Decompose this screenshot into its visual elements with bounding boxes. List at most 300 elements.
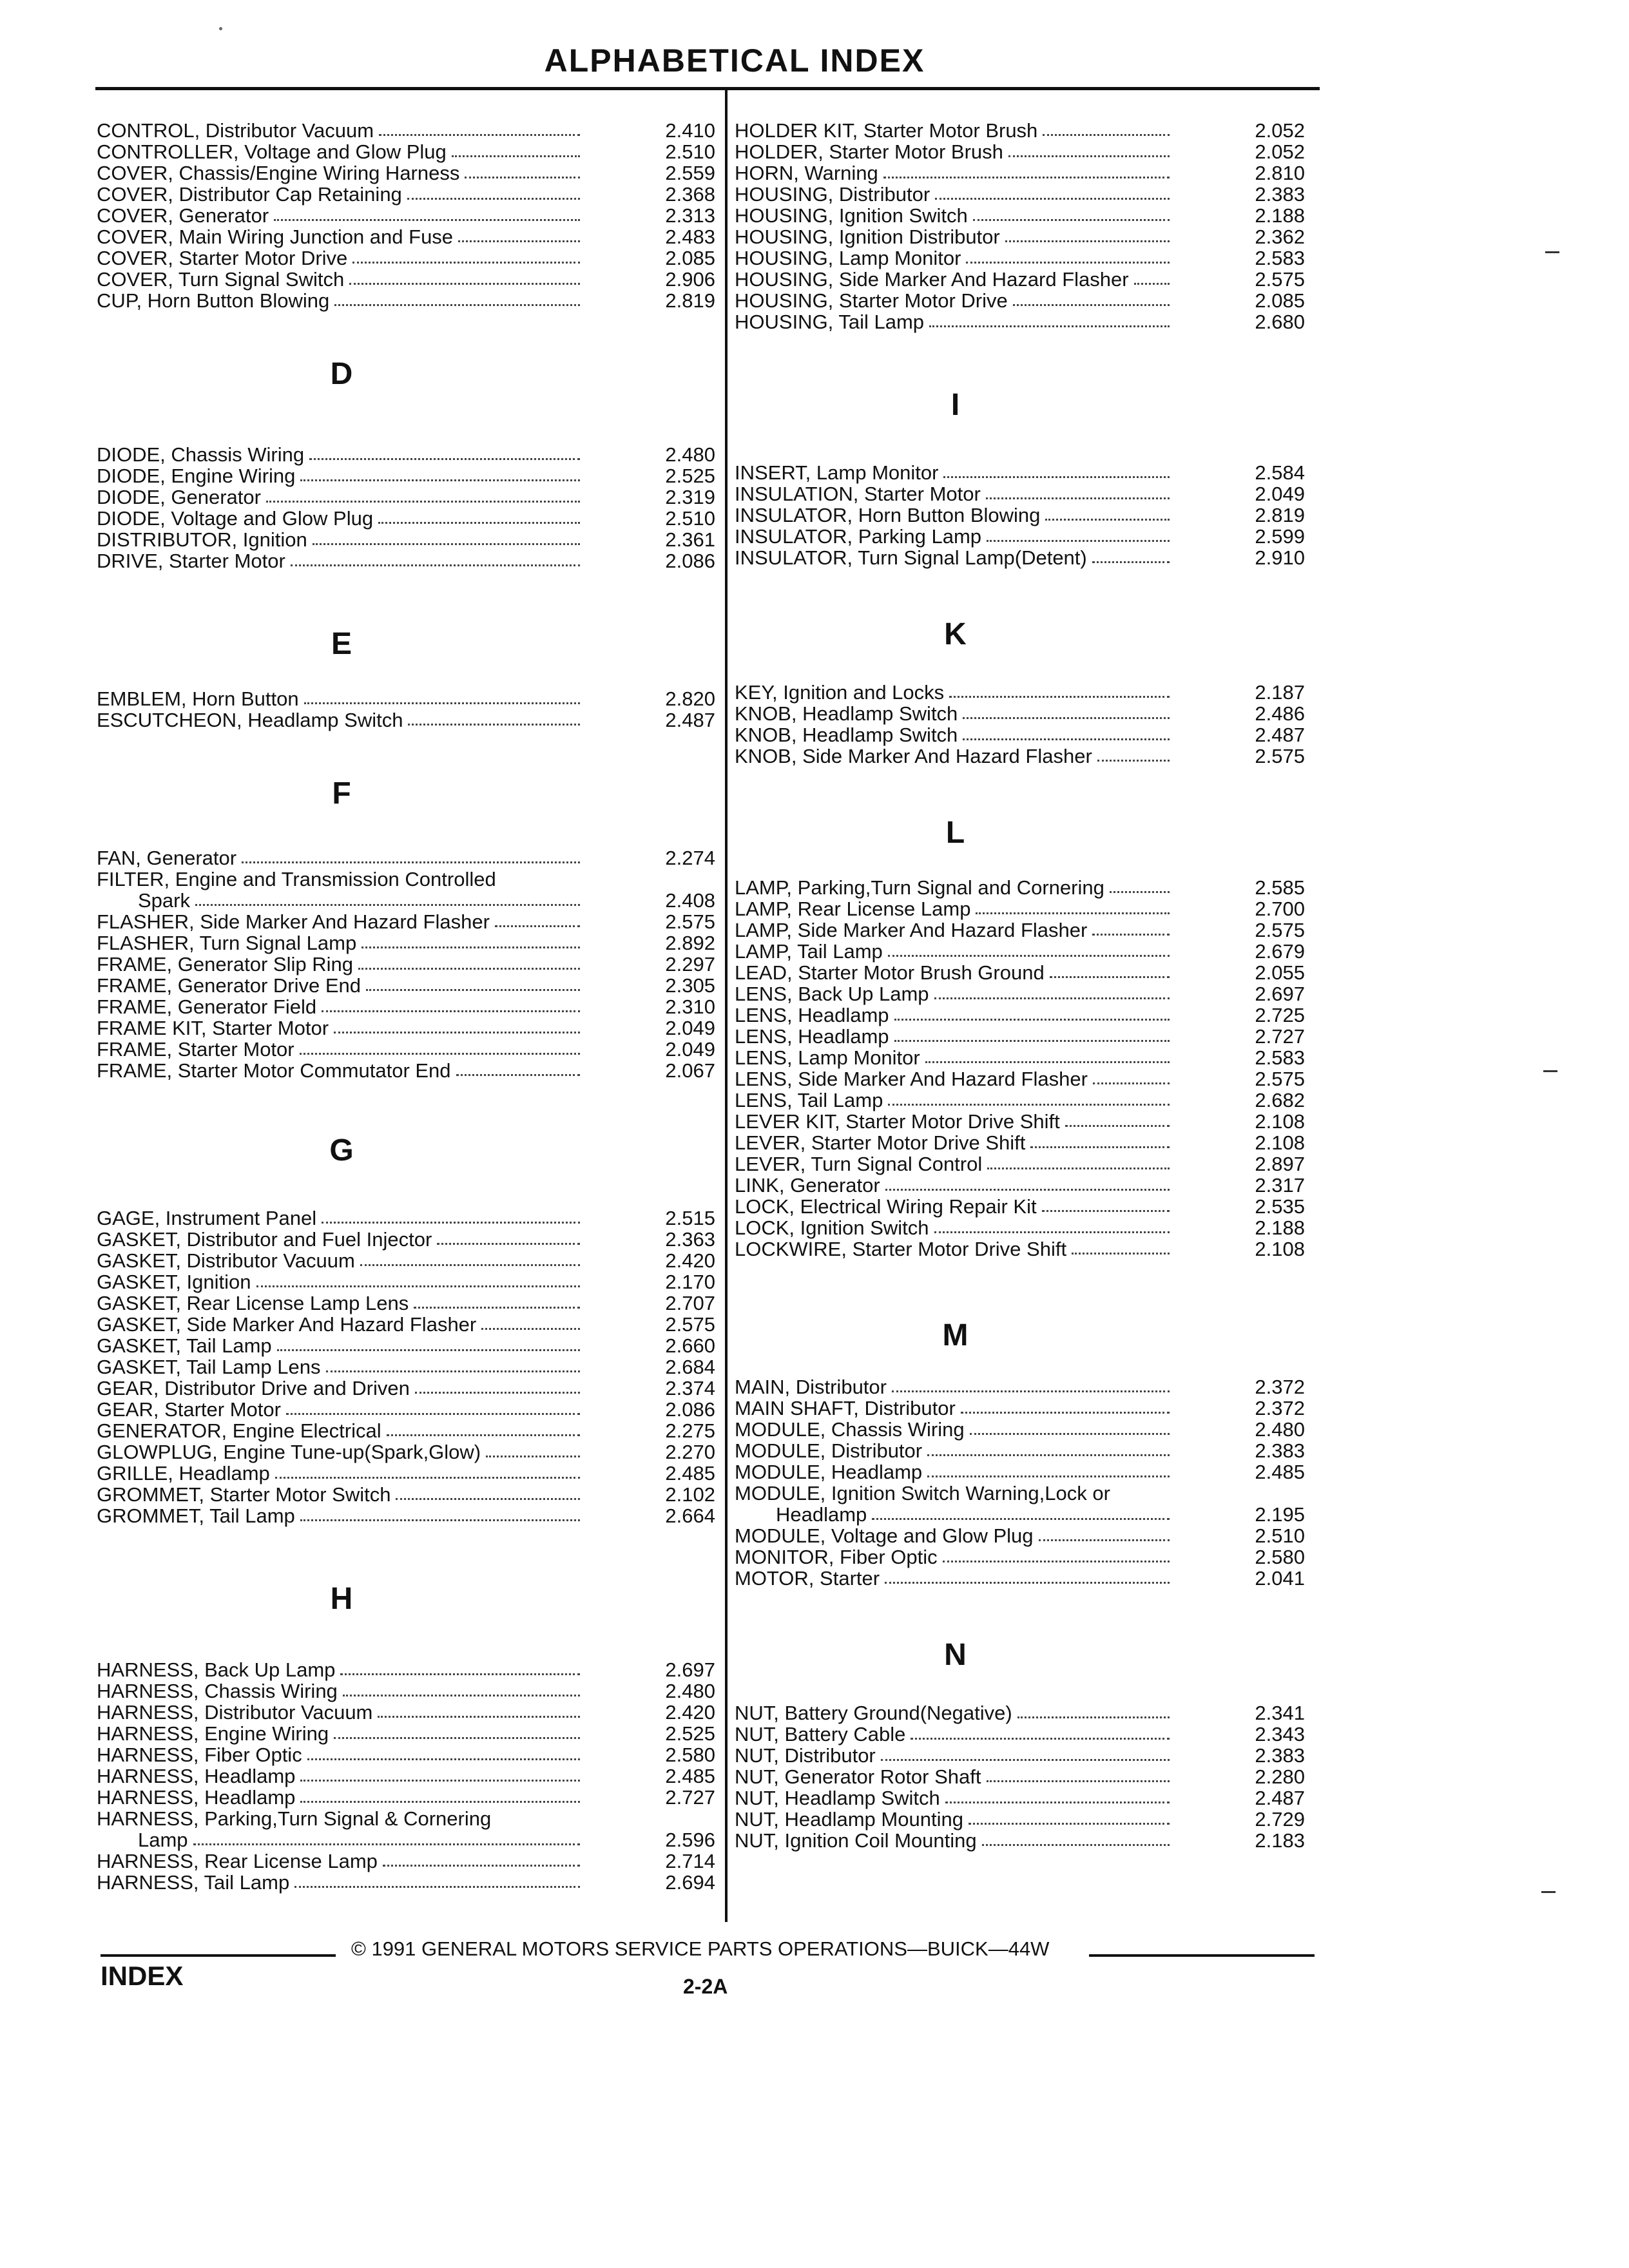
index-entry-name: COVER, Chassis/Engine Wiring Harness bbox=[97, 162, 460, 184]
index-entry-page: 2.575 bbox=[665, 1313, 715, 1336]
dot-leader bbox=[437, 1243, 580, 1245]
dot-leader bbox=[986, 497, 1170, 499]
index-entry-page: 2.362 bbox=[1255, 226, 1305, 248]
index-entry-name: LAMP, Parking,Turn Signal and Cornering bbox=[735, 876, 1104, 899]
index-entry-page: 2.049 bbox=[665, 1017, 715, 1039]
index-entry bbox=[97, 120, 715, 141]
index-entry-name: DIODE, Generator bbox=[97, 486, 261, 508]
footer-rule-right bbox=[1089, 1954, 1315, 1957]
dot-leader bbox=[1110, 891, 1170, 893]
index-entry-name: MODULE, Ignition Switch Warning,Lock or bbox=[735, 1482, 1110, 1504]
dot-leader bbox=[976, 912, 1170, 914]
index-entry-name: LAMP, Rear License Lamp bbox=[735, 898, 971, 920]
index-entry bbox=[735, 962, 1305, 983]
index-entry-page: 2.086 bbox=[665, 1398, 715, 1421]
dot-leader bbox=[885, 1582, 1170, 1584]
index-entry-name: HARNESS, Parking,Turn Signal & Cornering bbox=[97, 1807, 492, 1830]
index-entry-page: 2.575 bbox=[1255, 1068, 1305, 1090]
index-entry-page: 2.055 bbox=[1255, 961, 1305, 984]
dot-leader bbox=[275, 1477, 580, 1479]
index-entry-name: LAMP, Side Marker And Hazard Flasher bbox=[735, 919, 1088, 941]
index-entry bbox=[97, 1829, 715, 1850]
index-section bbox=[735, 1637, 1305, 1851]
index-entry-name: DIODE, Engine Wiring bbox=[97, 465, 296, 487]
index-entry-name: MONITOR, Fiber Optic bbox=[735, 1546, 938, 1568]
index-entry-page: 2.374 bbox=[665, 1377, 715, 1399]
index-entry-page: 2.086 bbox=[665, 550, 715, 572]
dot-leader bbox=[1005, 240, 1170, 242]
index-entry-name: FRAME KIT, Starter Motor bbox=[97, 1017, 329, 1039]
index-entry-name: HOUSING, Ignition Distributor bbox=[735, 226, 1000, 248]
index-entry-page: 2.727 bbox=[1255, 1025, 1305, 1048]
index-entry-page: 2.108 bbox=[1255, 1131, 1305, 1154]
dot-leader bbox=[408, 724, 580, 726]
index-entry-page: 2.583 bbox=[1255, 1046, 1305, 1069]
dot-leader bbox=[300, 1053, 580, 1055]
dot-leader bbox=[969, 1823, 1170, 1825]
section-letter-heading: L bbox=[945, 816, 965, 850]
index-entry bbox=[735, 1546, 1305, 1568]
index-entry-page: 2.535 bbox=[1255, 1195, 1305, 1218]
index-entry bbox=[97, 1420, 715, 1441]
index-entry-name: KNOB, Side Marker And Hazard Flasher bbox=[735, 745, 1092, 767]
index-entry bbox=[97, 1441, 715, 1463]
index-entry-page: 2.383 bbox=[1255, 183, 1305, 206]
right-index-column bbox=[735, 120, 1305, 1851]
index-entry-page: 2.580 bbox=[665, 1744, 715, 1766]
index-entry-name: HARNESS, Tail Lamp bbox=[97, 1871, 290, 1894]
index-entry bbox=[97, 1680, 715, 1702]
index-entry bbox=[97, 1293, 715, 1314]
index-entry-name: DIODE, Chassis Wiring bbox=[97, 443, 305, 466]
index-entry bbox=[97, 1702, 715, 1723]
dot-leader bbox=[195, 904, 580, 906]
index-entry bbox=[97, 184, 715, 205]
dot-leader bbox=[414, 1307, 580, 1309]
index-entry bbox=[97, 1356, 715, 1378]
index-entry-page: 2.372 bbox=[1255, 1397, 1305, 1419]
index-entry bbox=[97, 1399, 715, 1420]
index-entry-name: INSULATOR, Parking Lamp bbox=[735, 525, 982, 548]
dot-leader bbox=[300, 479, 580, 481]
index-entry bbox=[735, 682, 1305, 703]
footer-page-number: 2-2A bbox=[683, 1975, 728, 1998]
index-entry bbox=[735, 724, 1305, 745]
dot-leader bbox=[1092, 934, 1170, 936]
index-entry-page: 2.363 bbox=[665, 1228, 715, 1251]
index-entry-name: NUT, Battery Ground(Negative) bbox=[735, 1702, 1012, 1724]
dot-leader bbox=[892, 1390, 1170, 1392]
index-entry-page: 2.170 bbox=[665, 1271, 715, 1293]
index-entry bbox=[97, 1060, 715, 1081]
dot-leader bbox=[334, 304, 580, 306]
speck-mark bbox=[219, 27, 222, 30]
dot-leader bbox=[927, 1475, 1170, 1477]
page-title: ALPHABETICAL INDEX bbox=[544, 43, 925, 79]
index-entry bbox=[735, 1026, 1305, 1047]
index-entry bbox=[735, 898, 1305, 919]
index-entry-page: 2.361 bbox=[665, 528, 715, 551]
index-entry-page: 2.310 bbox=[665, 995, 715, 1018]
dot-leader bbox=[300, 1801, 580, 1803]
index-entry-page: 2.187 bbox=[1255, 681, 1305, 704]
index-entry-page: 2.085 bbox=[665, 247, 715, 269]
index-entry-page: 2.483 bbox=[665, 226, 715, 248]
dot-leader bbox=[987, 1780, 1170, 1782]
index-entry-page: 2.305 bbox=[665, 974, 715, 997]
index-entry-name: FILTER, Engine and Transmission Controlled bbox=[97, 868, 496, 890]
dot-leader bbox=[973, 219, 1170, 221]
dot-leader bbox=[378, 522, 580, 524]
index-entry-page: 2.707 bbox=[665, 1292, 715, 1314]
index-entry bbox=[97, 141, 715, 162]
index-entry bbox=[735, 1419, 1305, 1440]
index-entry-page: 2.819 bbox=[665, 289, 715, 312]
dot-leader bbox=[1039, 1539, 1170, 1541]
index-entry bbox=[97, 1787, 715, 1808]
dot-leader bbox=[894, 1040, 1170, 1042]
left-index-column bbox=[97, 120, 715, 1893]
index-entry bbox=[97, 1463, 715, 1484]
index-entry bbox=[97, 226, 715, 247]
dot-leader bbox=[256, 1285, 580, 1287]
dot-leader bbox=[1042, 1210, 1170, 1212]
index-entry-name: GEAR, Starter Motor bbox=[97, 1398, 281, 1421]
index-entry-name: HOUSING, Distributor bbox=[735, 183, 930, 206]
dot-leader bbox=[1072, 1253, 1170, 1254]
index-entry-name: LEAD, Starter Motor Brush Ground bbox=[735, 961, 1045, 984]
index-entry bbox=[735, 226, 1305, 247]
index-entry-page: 2.408 bbox=[665, 889, 715, 912]
dot-leader bbox=[885, 1189, 1170, 1191]
dot-leader bbox=[378, 1716, 580, 1718]
index-entry-page: 2.108 bbox=[1255, 1110, 1305, 1133]
index-entry-page: 2.684 bbox=[665, 1356, 715, 1378]
index-entry bbox=[735, 1398, 1305, 1419]
index-entry-page: 2.575 bbox=[1255, 268, 1305, 291]
index-entry-name: LOCK, Ignition Switch bbox=[735, 1216, 929, 1239]
index-entry-name: GAGE, Instrument Panel bbox=[97, 1207, 317, 1229]
index-entry-continuation: Headlamp bbox=[776, 1503, 867, 1526]
index-section bbox=[97, 776, 715, 1081]
index-section bbox=[735, 387, 1305, 568]
dot-leader bbox=[888, 1104, 1170, 1106]
index-section bbox=[97, 1133, 715, 1526]
index-entry-name: HOUSING, Lamp Monitor bbox=[735, 247, 961, 269]
dot-leader bbox=[266, 501, 580, 503]
index-entry-name: LAMP, Tail Lamp bbox=[735, 940, 883, 963]
index-entry-name: MOTOR, Starter bbox=[735, 1567, 880, 1590]
index-entry-name: HOUSING, Tail Lamp bbox=[735, 311, 925, 333]
index-entry-name: HOLDER KIT, Starter Motor Brush bbox=[735, 119, 1038, 142]
index-entry bbox=[735, 311, 1305, 332]
index-entry bbox=[735, 1809, 1305, 1830]
dot-leader bbox=[326, 1370, 581, 1372]
index-entry-name: GASKET, Distributor and Fuel Injector bbox=[97, 1228, 432, 1251]
index-entry-name: NUT, Ignition Coil Mounting bbox=[735, 1829, 977, 1852]
dot-leader bbox=[1050, 976, 1170, 978]
dot-leader bbox=[309, 458, 580, 460]
index-entry-name: LENS, Side Marker And Hazard Flasher bbox=[735, 1068, 1088, 1090]
index-entry-page: 2.515 bbox=[665, 1207, 715, 1229]
index-entry bbox=[97, 444, 715, 465]
index-entry-page: 2.510 bbox=[665, 140, 715, 163]
index-entry-name: NUT, Battery Cable bbox=[735, 1723, 906, 1745]
index-entry bbox=[735, 1461, 1305, 1483]
index-entry-page: 2.188 bbox=[1255, 204, 1305, 227]
index-entry-name: HOUSING, Side Marker And Hazard Flasher bbox=[735, 268, 1129, 291]
index-entry-page: 2.575 bbox=[665, 910, 715, 933]
index-entry bbox=[97, 1250, 715, 1271]
index-entry-page: 2.368 bbox=[665, 183, 715, 206]
index-entry-name: GLOWPLUG, Engine Tune-up(Spark,Glow) bbox=[97, 1441, 481, 1463]
dot-leader bbox=[334, 1737, 580, 1739]
dot-leader bbox=[935, 198, 1170, 200]
index-entry-name: LEVER KIT, Starter Motor Drive Shift bbox=[735, 1110, 1060, 1133]
index-entry-page: 2.485 bbox=[665, 1765, 715, 1787]
footer-copyright: © 1991 GENERAL MOTORS SERVICE PARTS OPERATIONS—BUICK—44W bbox=[351, 1937, 1050, 1960]
index-entry-page: 2.599 bbox=[1255, 525, 1305, 548]
index-section bbox=[97, 1581, 715, 1893]
index-entry bbox=[735, 141, 1305, 162]
footer-section-label: INDEX bbox=[101, 1961, 184, 1991]
dot-leader bbox=[1017, 1716, 1170, 1718]
index-entry-page: 2.317 bbox=[1255, 1174, 1305, 1196]
index-entry bbox=[97, 529, 715, 550]
index-entry-name: FAN, Generator bbox=[97, 847, 237, 869]
index-entry-name: MODULE, Chassis Wiring bbox=[735, 1418, 965, 1441]
margin-tick bbox=[1543, 1070, 1557, 1072]
index-entry-page: 2.049 bbox=[1255, 483, 1305, 505]
index-entry bbox=[735, 290, 1305, 311]
index-entry-page: 2.274 bbox=[665, 847, 715, 869]
section-letter-heading: G bbox=[329, 1133, 354, 1168]
index-entry-page: 2.585 bbox=[1255, 876, 1305, 899]
index-entry bbox=[735, 1766, 1305, 1787]
index-entry bbox=[97, 1039, 715, 1060]
index-entry-name: FRAME, Starter Motor bbox=[97, 1038, 294, 1061]
index-entry bbox=[97, 1378, 715, 1399]
index-entry-page: 2.729 bbox=[1255, 1808, 1305, 1831]
index-entry bbox=[735, 462, 1305, 483]
index-entry-page: 2.525 bbox=[665, 465, 715, 487]
index-section bbox=[735, 1318, 1305, 1589]
dot-leader bbox=[415, 1392, 580, 1394]
index-entry-page: 2.341 bbox=[1255, 1702, 1305, 1724]
index-entry-page: 2.480 bbox=[1255, 1418, 1305, 1441]
index-entry bbox=[97, 890, 715, 911]
index-entry bbox=[97, 465, 715, 486]
index-entry-name: LINK, Generator bbox=[735, 1174, 880, 1196]
dot-leader bbox=[352, 262, 580, 264]
index-entry-page: 2.183 bbox=[1255, 1829, 1305, 1852]
index-entry bbox=[97, 1872, 715, 1893]
index-entry-page: 2.343 bbox=[1255, 1723, 1305, 1745]
index-entry bbox=[735, 1745, 1305, 1766]
index-entry bbox=[735, 1175, 1305, 1196]
dot-leader bbox=[242, 861, 580, 863]
index-entry-name: COVER, Generator bbox=[97, 204, 269, 227]
index-entry-name: KNOB, Headlamp Switch bbox=[735, 702, 958, 725]
index-entry-page: 2.575 bbox=[1255, 919, 1305, 941]
index-entry-name: INSULATOR, Turn Signal Lamp(Detent) bbox=[735, 546, 1087, 569]
index-entry bbox=[735, 1702, 1305, 1724]
index-entry-name: LOCK, Electrical Wiring Repair Kit bbox=[735, 1195, 1037, 1218]
dot-leader bbox=[1008, 155, 1170, 157]
index-entry-name: GASKET, Tail Lamp bbox=[97, 1334, 272, 1357]
dot-leader bbox=[1092, 561, 1170, 563]
dot-leader bbox=[366, 989, 580, 991]
index-entry-page: 2.892 bbox=[665, 932, 715, 954]
section-letter-heading: F bbox=[332, 776, 351, 811]
index-entry-page: 2.067 bbox=[665, 1059, 715, 1082]
index-entry-page: 2.297 bbox=[665, 953, 715, 975]
dot-leader bbox=[1045, 519, 1170, 521]
index-entry-page: 2.487 bbox=[1255, 724, 1305, 746]
index-section bbox=[97, 356, 715, 572]
index-entry bbox=[735, 483, 1305, 505]
index-entry-page: 2.820 bbox=[665, 687, 715, 710]
index-entry-continuation: Lamp bbox=[138, 1829, 188, 1851]
dot-leader bbox=[274, 219, 580, 221]
index-entry-page: 2.052 bbox=[1255, 119, 1305, 142]
index-entry-name: CONTROL, Distributor Vacuum bbox=[97, 119, 374, 142]
index-entry-name: GASKET, Rear License Lamp Lens bbox=[97, 1292, 409, 1314]
section-letter-heading: D bbox=[330, 357, 353, 391]
index-entry bbox=[97, 1505, 715, 1526]
dot-leader bbox=[1043, 134, 1170, 136]
section-letter-heading: H bbox=[330, 1582, 353, 1616]
index-entry-page: 2.420 bbox=[665, 1249, 715, 1272]
index-entry-page: 2.383 bbox=[1255, 1439, 1305, 1462]
dot-leader bbox=[334, 1032, 580, 1033]
index-entry-name: KEY, Ignition and Locks bbox=[735, 681, 945, 704]
index-entry bbox=[97, 1659, 715, 1680]
index-entry-name: GEAR, Distributor Drive and Driven bbox=[97, 1377, 410, 1399]
index-entry-name: DRIVE, Starter Motor bbox=[97, 550, 285, 572]
index-entry-name: FLASHER, Turn Signal Lamp bbox=[97, 932, 357, 954]
index-entry bbox=[97, 1271, 715, 1293]
index-entry-page: 2.041 bbox=[1255, 1567, 1305, 1590]
index-entry-name: LENS, Back Up Lamp bbox=[735, 983, 929, 1005]
index-entry-page: 2.480 bbox=[665, 443, 715, 466]
dot-leader bbox=[1030, 1146, 1170, 1148]
index-entry-page: 2.697 bbox=[665, 1658, 715, 1681]
index-entry-name: GASKET, Ignition bbox=[97, 1271, 251, 1293]
index-entry bbox=[735, 1153, 1305, 1175]
dot-leader bbox=[943, 476, 1170, 478]
index-entry-name: FRAME, Generator Drive End bbox=[97, 974, 361, 997]
dot-leader bbox=[286, 1413, 580, 1415]
index-entry-page: 2.085 bbox=[1255, 289, 1305, 312]
index-entry-name: CONTROLLER, Voltage and Glow Plug bbox=[97, 140, 447, 163]
index-entry bbox=[97, 932, 715, 954]
dot-leader bbox=[934, 997, 1170, 999]
index-entry-name: LENS, Lamp Monitor bbox=[735, 1046, 920, 1069]
index-entry bbox=[97, 688, 715, 709]
index-entry-name: MAIN, Distributor bbox=[735, 1376, 887, 1398]
index-entry-name: COVER, Distributor Cap Retaining bbox=[97, 183, 402, 206]
dot-leader bbox=[277, 1349, 580, 1351]
index-entry-name: GROMMET, Starter Motor Switch bbox=[97, 1483, 391, 1506]
dot-leader bbox=[486, 1456, 580, 1457]
index-entry-page: 2.580 bbox=[1255, 1546, 1305, 1568]
index-entry-page: 2.280 bbox=[1255, 1765, 1305, 1788]
index-entry-name: GASKET, Distributor Vacuum bbox=[97, 1249, 355, 1272]
index-entry bbox=[735, 919, 1305, 941]
index-entry bbox=[735, 703, 1305, 724]
dot-leader bbox=[291, 564, 580, 566]
dot-leader bbox=[987, 540, 1170, 542]
index-entry-page: 2.049 bbox=[665, 1038, 715, 1061]
index-entry-name: MODULE, Distributor bbox=[735, 1439, 923, 1462]
index-entry-name: COVER, Turn Signal Switch bbox=[97, 268, 345, 291]
dot-leader bbox=[407, 198, 580, 200]
index-entry-page: 2.559 bbox=[665, 162, 715, 184]
index-entry-page: 2.485 bbox=[1255, 1461, 1305, 1483]
index-entry bbox=[735, 505, 1305, 526]
index-entry bbox=[735, 526, 1305, 547]
index-entry-name: LEVER, Starter Motor Drive Shift bbox=[735, 1131, 1026, 1154]
margin-tick bbox=[1545, 251, 1559, 253]
index-entry bbox=[97, 205, 715, 226]
index-entry bbox=[735, 1238, 1305, 1260]
index-entry bbox=[735, 1504, 1305, 1525]
index-entry-name: FRAME, Starter Motor Commutator End bbox=[97, 1059, 451, 1082]
index-entry bbox=[97, 1017, 715, 1039]
dot-leader bbox=[383, 1865, 580, 1867]
dot-leader bbox=[881, 1759, 1170, 1761]
index-entry-page: 2.487 bbox=[665, 709, 715, 731]
section-letter-heading: I bbox=[950, 388, 960, 422]
index-entry-page: 2.697 bbox=[1255, 983, 1305, 1005]
index-entry bbox=[97, 954, 715, 975]
index-entry-name: HARNESS, Chassis Wiring bbox=[97, 1680, 338, 1702]
index-entry-name: NUT, Headlamp Switch bbox=[735, 1787, 940, 1809]
section-letter-heading: N bbox=[944, 1638, 967, 1672]
index-entry bbox=[735, 1068, 1305, 1090]
index-entry bbox=[97, 975, 715, 996]
index-entry-page: 2.188 bbox=[1255, 1216, 1305, 1239]
index-entry bbox=[735, 205, 1305, 226]
index-entry bbox=[735, 1132, 1305, 1153]
index-entry bbox=[97, 269, 715, 290]
index-entry-page: 2.319 bbox=[665, 486, 715, 508]
index-entry-name: NUT, Headlamp Mounting bbox=[735, 1808, 963, 1831]
index-entry bbox=[97, 1723, 715, 1744]
index-entry bbox=[735, 1787, 1305, 1809]
index-entry-page: 2.679 bbox=[1255, 940, 1305, 963]
index-entry bbox=[97, 290, 715, 311]
index-entry bbox=[735, 1568, 1305, 1589]
index-entry bbox=[97, 847, 715, 869]
index-entry bbox=[735, 1830, 1305, 1851]
index-entry-name: LOCKWIRE, Starter Motor Drive Shift bbox=[735, 1238, 1067, 1260]
index-entry bbox=[735, 1090, 1305, 1111]
index-entry-name: MAIN SHAFT, Distributor bbox=[735, 1397, 956, 1419]
index-entry bbox=[97, 1335, 715, 1356]
index-entry-name: HARNESS, Engine Wiring bbox=[97, 1722, 329, 1745]
index-entry-name: HOUSING, Ignition Switch bbox=[735, 204, 968, 227]
dot-leader bbox=[872, 1518, 1170, 1520]
dot-leader bbox=[379, 134, 580, 136]
index-entry-page: 2.714 bbox=[665, 1850, 715, 1872]
index-entry-name: HOUSING, Starter Motor Drive bbox=[735, 289, 1008, 312]
title-rule bbox=[95, 87, 1320, 90]
index-entry-name: HARNESS, Back Up Lamp bbox=[97, 1658, 336, 1681]
index-entry bbox=[97, 1314, 715, 1335]
index-entry bbox=[735, 162, 1305, 184]
